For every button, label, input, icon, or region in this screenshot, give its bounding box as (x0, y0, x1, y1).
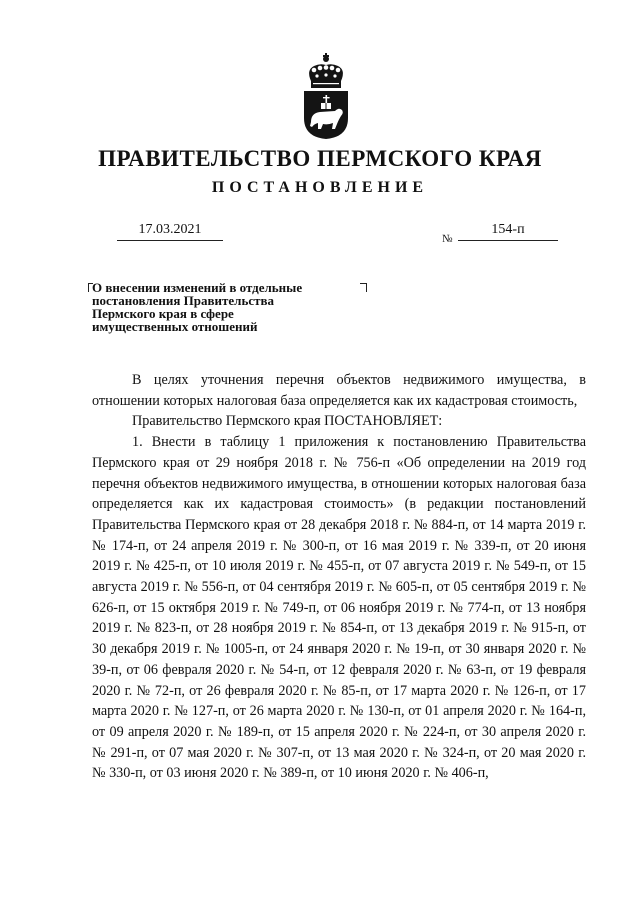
document-subject (92, 281, 362, 333)
document-date: 17.03.2021 (117, 222, 223, 241)
document-number: 154-п (458, 222, 558, 241)
subject-line: имущественных отношений (92, 319, 258, 334)
document-type: ПОСТАНОВЛЕНИЕ (211, 179, 429, 196)
subject-line: постановления Правительства (92, 293, 274, 308)
body-paragraph: 1. Внести в таблицу 1 приложения к постановлению Правительства Пермского края от 29 ноября 2018 г. № 756-п «Об определении на 2019 год перечня объектов недвижимого имущества, в отношении которых налоговая база определяется как их кадастровая стоимость» (в редакции постановлений Правительства Пермского края от 28 декабря 2018 г. № 884-п, от 14 марта 2019 г. № 174-п, от 24 апреля 2019 г. № 300-п, от 16 мая 2019 г. № 339-п, от 20 июня 2019 г. № 425-п, от 10 июля 2019 г. № 455-п, от 07 августа 2019 г. № 549-п, от 15 августа 2019 г. № 556-п, от 04 сентября 2019 г. № 605-п, от 05 сентября 2019 г. № 626-п, от 15 октября 2019 г. № 749-п, от 06 ноября 2019 г. № 774-п, от 13 ноября 2019 г. № 823-п, от 28 ноября 2019 г. № 854-п, от 13 декабря 2019 г. № 915-п, от 30 декабря 2019 г. № 1005-п, от 24 января 2020 г. № 19-п, от 30 января 2020 г. № 39-п, от 06 февраля 2020 г. № 54-п, от 12 февраля 2020 г. № 63-п, от 19 февраля 2020 г. № 72-п, от 26 февраля 2020 г. № 85-п, от 17 марта 2020 г. № 126-п, от 17 марта 2020 г. № 127-п, от 26 марта 2020 г. № 130-п, от 01 апреля 2020 г. № 164-п, от 09 апреля 2020 г. № 189-п, от 15 апреля 2020 г. № 224-п, от 30 апреля 2020 г. № 291-п, от 07 мая 2020 г. № 307-п, от 13 мая 2020 г. № 324-п, от 20 мая 2020 г. № 330-п, от 03 июня 2020 г. № 389-п, от 10 июня 2020 г. № 406-п, (92, 434, 586, 782)
subject-line: О внесении изменений в отдельные (92, 280, 303, 295)
subject-line: Пермского края в сфере (92, 306, 234, 321)
government-title: ПРАВИТЕЛЬСТВО ПЕРМСКОГО КРАЯ (98, 146, 542, 171)
perm-krai-coat-of-arms-icon (292, 50, 360, 140)
number-sign: № (442, 233, 453, 245)
body-paragraph: Правительство Пермского края ПОСТАНОВЛЯЕТ: (132, 413, 443, 430)
crown-icon (309, 53, 343, 88)
document-body (92, 370, 586, 784)
body-paragraph: В целях уточнения перечня объектов недвижимого имущества, в отношении которых налоговая база определяется как их кадастровая стоимость, (92, 372, 586, 409)
